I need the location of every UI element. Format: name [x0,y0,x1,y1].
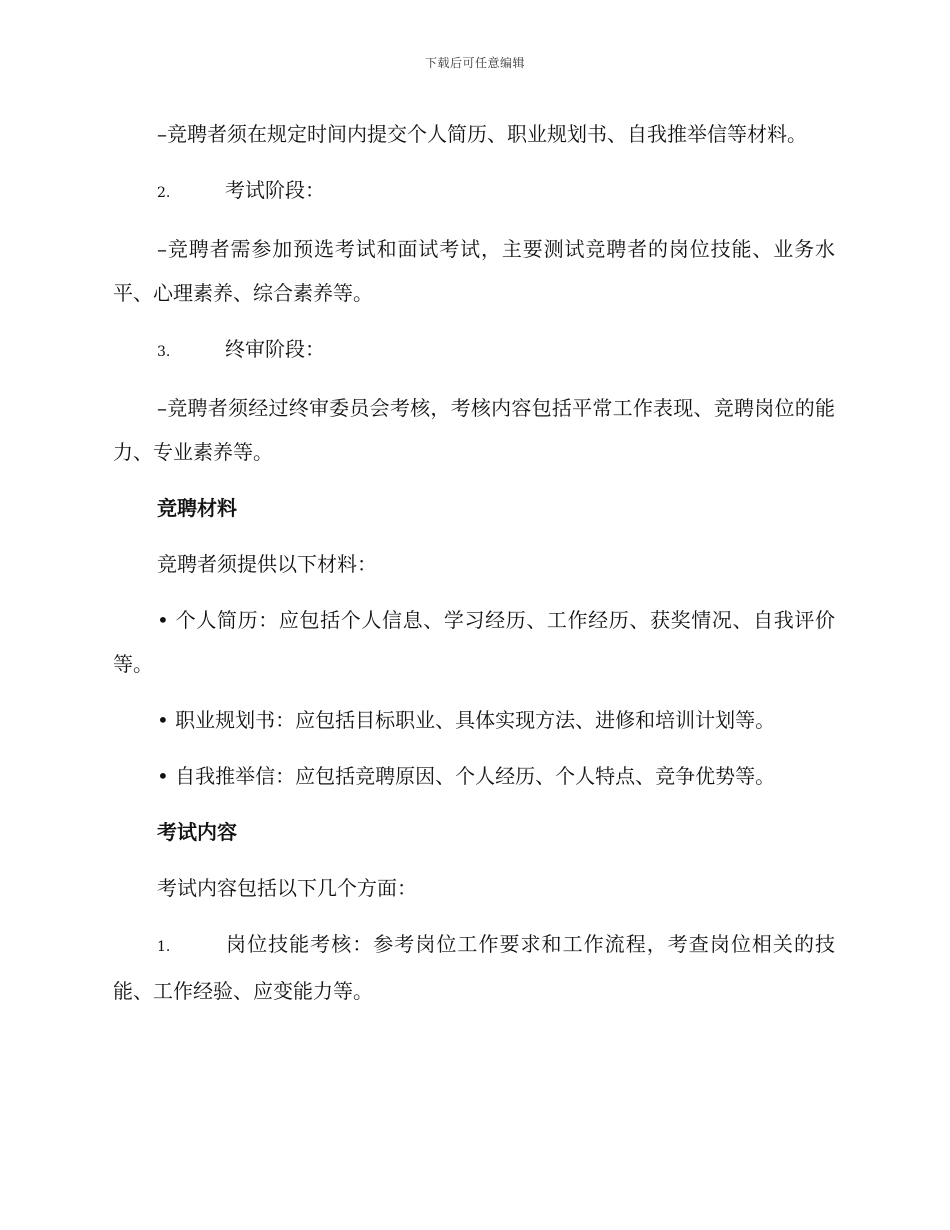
paragraph-submission: –竞聘者须在规定时间内提交个人简历、职业规划书、自我推举信等材料。 [157,122,807,146]
list-item-text: 考试阶段： [225,178,325,202]
section-heading-exam-content: 考试内容 [157,820,237,844]
paragraph-materials-intro: 竞聘者须提供以下材料： [157,552,377,576]
list-item-final-stage [113,327,835,374]
list-item-skill-assessment [113,922,835,1013]
list-item-text: 岗位技能考核：参考岗位工作要求和工作流程，考查岗位相关的技能、工作经验、应变能力等。 [113,932,835,1003]
list-number: 3. [157,344,171,360]
bullet-self-recommendation: • 自我推举信：应包括竞聘原因、个人经历、个人特点、竞争优势等。 [157,764,776,788]
paragraph-exam-stage: –竞聘者需参加预选考试和面试考试，主要测试竞聘者的岗位技能、业务水平、心理素养、综合素养等。 [113,237,835,305]
page-header: 下载后可任意编辑 [424,56,525,70]
list-number: 2. [157,185,171,201]
section-heading-materials: 竞聘材料 [157,496,237,520]
bullet-career-plan: • 职业规划书：应包括目标职业、具体实现方法、进修和培训计划等。 [157,708,776,732]
bullet-resume: • 个人简历：应包括个人信息、学习经历、工作经历、获奖情况、自我评价等。 [113,608,835,676]
paragraph-final-stage: –竞聘者须经过终审委员会考核，考核内容包括平常工作表现、竞聘岗位的能力、专业素养等。 [113,396,835,464]
list-item-text: 终审阶段： [225,337,325,361]
list-number: 1. [157,939,171,955]
paragraph-exam-intro: 考试内容包括以下几个方面： [157,876,417,900]
list-item-exam-stage [113,168,835,215]
document-body [113,112,835,1025]
